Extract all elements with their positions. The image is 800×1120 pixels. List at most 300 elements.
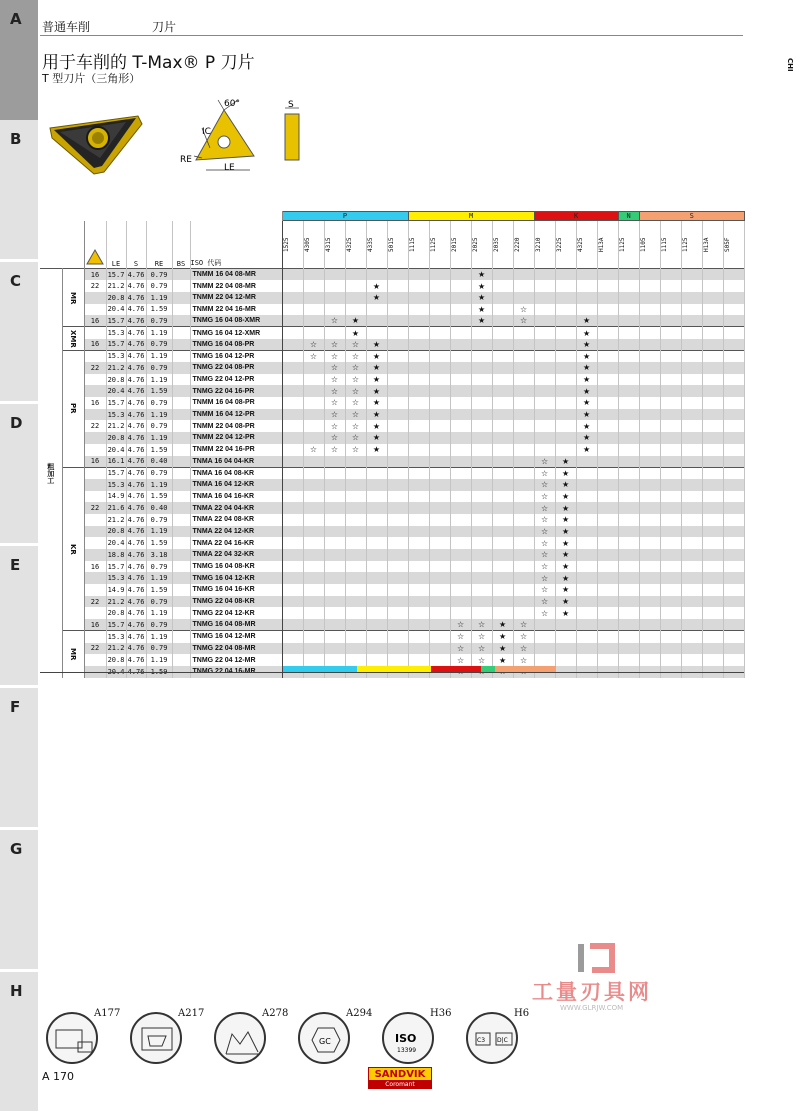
grade-cell [639, 631, 660, 643]
s-cell: 4.76 [127, 282, 145, 291]
re-cell: 0.79 [146, 362, 172, 374]
reference-page-label[interactable]: A217 [178, 1008, 205, 1019]
grade-cell: ☆ [471, 619, 492, 631]
grade-cell [429, 654, 450, 666]
grade-cell [639, 654, 660, 666]
tab-g[interactable] [0, 830, 38, 970]
tab-d[interactable] [0, 404, 38, 544]
grade-cell: ☆ [345, 339, 366, 351]
grade-cell [534, 280, 555, 292]
grade-header: 4315 [324, 237, 332, 253]
grade-cell [282, 514, 303, 526]
grade-cell [471, 444, 492, 456]
bs-cell [172, 456, 190, 468]
grade-cell [450, 432, 471, 444]
turning-operation-icon[interactable] [46, 1012, 98, 1064]
grade-cell: ☆ [345, 374, 366, 386]
grade-cell [450, 526, 471, 538]
le-cell: 15.7 [106, 467, 126, 479]
grade-cell [492, 432, 513, 444]
grade-cell [618, 292, 639, 304]
grade-cell: ☆ [534, 549, 555, 561]
grade-cell [639, 607, 660, 619]
grade-cell [387, 315, 408, 327]
bs-cell [172, 631, 190, 643]
re-cell: 0.79 [146, 596, 172, 608]
watermark-text: 工量刃具网 [532, 980, 652, 1004]
grade-cell [576, 456, 597, 468]
grade-cell [366, 631, 387, 643]
grade-cell [492, 280, 513, 292]
grade-cell [513, 572, 534, 584]
bs-cell [172, 643, 190, 655]
tab-f[interactable] [0, 688, 38, 828]
grade-cell [492, 269, 513, 281]
grade-cell: ★ [366, 444, 387, 456]
grade-cell [387, 607, 408, 619]
grade-header: 1125 [681, 237, 689, 253]
watermark-url: WWW.GLRJW.COM [560, 1004, 624, 1012]
grade-cell [303, 432, 324, 444]
table-row [40, 420, 744, 432]
tab-h[interactable] [0, 972, 38, 1112]
grade-cell [723, 444, 744, 456]
grade-cell [471, 561, 492, 573]
grade-cell [387, 350, 408, 362]
grade-cell [450, 537, 471, 549]
grade-cell [303, 269, 324, 281]
grade-cell [681, 654, 702, 666]
grade-cell [723, 572, 744, 584]
grade-cell [534, 339, 555, 351]
grade-cell [555, 444, 576, 456]
grade-cell: ★ [555, 491, 576, 503]
grade-cell [387, 327, 408, 339]
grade-cell [723, 432, 744, 444]
grade-cell [723, 292, 744, 304]
iso-code-cell: TNMM 16 04 12-PR [190, 409, 282, 421]
bs-cell [172, 491, 190, 503]
iso-code-cell: TNMA 22 04 04-KR [190, 502, 282, 514]
grade-cell [282, 327, 303, 339]
grade-cell [282, 479, 303, 491]
bs-cell [172, 514, 190, 526]
grade-cell [408, 397, 429, 409]
grade-cell [303, 456, 324, 468]
gc-grade-icon[interactable] [298, 1012, 350, 1064]
grade-cell [387, 362, 408, 374]
grade-cell [723, 467, 744, 479]
grade-cell [702, 549, 723, 561]
table-row [40, 432, 744, 444]
grade-cell [555, 304, 576, 316]
grade-cell [639, 350, 660, 362]
table-row [40, 549, 744, 561]
le-cell: 20.8 [107, 375, 125, 384]
grade-cell [723, 643, 744, 655]
ic-cell [84, 526, 106, 538]
re-cell: 3.18 [146, 549, 172, 561]
grade-cell [534, 385, 555, 397]
grade-cell [429, 549, 450, 561]
grade-cell [303, 584, 324, 596]
grade-cell [345, 292, 366, 304]
grade-cell [618, 327, 639, 339]
grade-cell [681, 409, 702, 421]
le-cell: 20.4 [107, 305, 125, 314]
grade-cell [618, 631, 639, 643]
grade-cell [282, 444, 303, 456]
grade-cell [450, 315, 471, 327]
re-cell: 0.79 [146, 514, 172, 526]
grade-cell [324, 467, 345, 479]
iso-code-cell: TNMG 16 04 12-PR [190, 350, 282, 362]
grade-cell [492, 350, 513, 362]
grade-cell [429, 607, 450, 619]
grade-cell [618, 491, 639, 503]
grade-cell: ☆ [345, 409, 366, 421]
grade-cell [429, 339, 450, 351]
grade-cell: ★ [366, 292, 387, 304]
grade-cell [303, 643, 324, 655]
page-number: A 170 [42, 1070, 75, 1083]
re-cell: 1.19 [146, 374, 172, 386]
grade-cell [681, 643, 702, 655]
grade-cell [345, 572, 366, 584]
grade-cell [702, 456, 723, 468]
re-cell: 1.19 [146, 409, 172, 421]
grade-cell [681, 561, 702, 573]
grade-cell [387, 584, 408, 596]
tab-e[interactable] [0, 546, 38, 686]
grade-cell [597, 572, 618, 584]
grade-cell [303, 292, 324, 304]
grade-cell [618, 409, 639, 421]
grade-cell [408, 385, 429, 397]
grade-cell: ★ [366, 432, 387, 444]
operation-label: 粗加工 [40, 269, 62, 678]
le-cell: 14.9 [107, 492, 125, 501]
grade-cell: ★ [576, 339, 597, 351]
bs-cell [172, 596, 190, 608]
grade-cell: ★ [366, 409, 387, 421]
tab-b[interactable] [0, 120, 38, 260]
grade-cell [429, 409, 450, 421]
grade-cell: ★ [345, 315, 366, 327]
grade-cell [597, 631, 618, 643]
ic-cell: 16 [84, 339, 106, 351]
grade-cell [408, 537, 429, 549]
re-cell: 1.59 [146, 584, 172, 596]
grade-cell [450, 409, 471, 421]
table-row [40, 643, 744, 655]
angle-label: 60° [224, 99, 240, 109]
grade-cell [681, 280, 702, 292]
grade-cell [429, 292, 450, 304]
grade-cell [282, 654, 303, 666]
insert-thickness-diagram [276, 98, 312, 168]
grade-cell [429, 385, 450, 397]
bs-cell [172, 327, 190, 339]
grade-cell: ☆ [471, 654, 492, 666]
grade-cell [366, 643, 387, 655]
grade-cell [345, 479, 366, 491]
grade-cell [408, 432, 429, 444]
grade-cell [597, 409, 618, 421]
le-cell: 20.8 [107, 609, 125, 618]
grade-cell [408, 607, 429, 619]
grade-cell [597, 420, 618, 432]
reference-page-label[interactable]: A177 [94, 1008, 121, 1019]
iso-code-cell: TNMG 16 04 08-KR [190, 561, 282, 573]
reference-page-label[interactable]: H36 [430, 1008, 452, 1019]
grade-cell [639, 514, 660, 526]
grade-cell [660, 397, 681, 409]
grade-cell: ☆ [471, 631, 492, 643]
bs-cell [172, 374, 190, 386]
grade-cell [282, 526, 303, 538]
grade-cell [639, 420, 660, 432]
grade-cell [324, 491, 345, 503]
grade-cell [429, 350, 450, 362]
grade-cell [429, 444, 450, 456]
grade-cell [681, 537, 702, 549]
grade-cell: ★ [471, 304, 492, 316]
grade-header: 2035 [492, 237, 500, 253]
grade-cell [681, 385, 702, 397]
grade-cell [492, 561, 513, 573]
grade-cell [576, 292, 597, 304]
reference-page-label[interactable]: A278 [262, 1008, 289, 1019]
grade-cell: ★ [555, 561, 576, 573]
iso-code-cell: TNMM 22 04 12-MR [190, 292, 282, 304]
grade-cell [387, 537, 408, 549]
grade-cell [702, 385, 723, 397]
grade-cell [366, 514, 387, 526]
bs-cell [172, 654, 190, 666]
grade-cell [681, 596, 702, 608]
grade-cell [660, 607, 681, 619]
ic-label: IC [202, 127, 211, 137]
iso-code-cell: TNMM 22 04 08-MR [190, 280, 282, 292]
grade-cell [513, 444, 534, 456]
tab-label: B [10, 130, 22, 148]
reference-page-label[interactable]: H6 [514, 1008, 530, 1019]
grade-cell [513, 537, 534, 549]
grade-cell [660, 619, 681, 631]
le-cell: 15.3 [106, 631, 126, 643]
grade-cell [534, 269, 555, 281]
grade-cell: ☆ [324, 350, 345, 362]
grade-cell [702, 654, 723, 666]
bs-cell [172, 292, 190, 304]
grade-cell [723, 584, 744, 596]
grade-cell [450, 280, 471, 292]
grade-cell [597, 269, 618, 281]
grade-cell [513, 397, 534, 409]
grade-cell [513, 350, 534, 362]
grade-cell [471, 362, 492, 374]
ic-cell: 22 [84, 643, 106, 655]
ic-cell: 16 [84, 269, 106, 281]
column-header-iso-code: ISO 代码 [190, 221, 282, 269]
ic-cell: 16 [84, 561, 106, 573]
re-cell: 1.19 [146, 526, 172, 538]
grade-cell [366, 537, 387, 549]
ic-cell [84, 350, 106, 362]
material-group-p: P [282, 212, 408, 221]
grade-cell [387, 549, 408, 561]
grade-cell [534, 409, 555, 421]
grade-cell [408, 596, 429, 608]
grade-cell [450, 420, 471, 432]
grade-cell [513, 456, 534, 468]
grade-cell [660, 269, 681, 281]
grade-cell [282, 304, 303, 316]
grade-cell [555, 350, 576, 362]
grade-cell [660, 409, 681, 421]
grade-cell [597, 479, 618, 491]
iso-13399-icon[interactable] [382, 1012, 434, 1064]
grade-cell [639, 409, 660, 421]
reference-page-label[interactable]: A294 [346, 1008, 373, 1019]
grade-cell [639, 362, 660, 374]
grade-cell [324, 292, 345, 304]
tab-c[interactable] [0, 262, 38, 402]
grade-cell [660, 514, 681, 526]
grade-cell [408, 420, 429, 432]
re-cell: 1.59 [146, 666, 172, 678]
grade-cell [639, 502, 660, 514]
grade-cell [324, 280, 345, 292]
grade-cell [702, 327, 723, 339]
grade-cell [492, 467, 513, 479]
grade-cell: ☆ [534, 561, 555, 573]
chipbreaker-group: KR [62, 467, 84, 631]
grade-cell [324, 561, 345, 573]
re-cell: 1.19 [146, 572, 172, 584]
grade-cell [534, 327, 555, 339]
grade-cell [660, 444, 681, 456]
iso-code-cell: TNMG 16 04 12-MR [190, 631, 282, 643]
grade-cell [471, 584, 492, 596]
ic-cell: 22 [84, 596, 106, 608]
grade-cell [576, 491, 597, 503]
grade-cell [429, 619, 450, 631]
svg-text:D|C: D|C [497, 1037, 508, 1044]
grade-cell [702, 537, 723, 549]
grade-cell [513, 491, 534, 503]
grade-cell: ★ [366, 350, 387, 362]
grade-cell [366, 479, 387, 491]
grade-cell: ☆ [513, 619, 534, 631]
sandvik-logo [368, 1067, 432, 1089]
grade-cell [702, 526, 723, 538]
tab-label: G [10, 840, 23, 858]
grade-cell: ☆ [450, 643, 471, 655]
c3-dc-coupling-icon[interactable] [466, 1012, 518, 1064]
grade-cell [450, 444, 471, 456]
table-row [40, 631, 744, 643]
grade-cell [513, 479, 534, 491]
grade-cell: ☆ [345, 385, 366, 397]
grade-cell [471, 327, 492, 339]
le-cell: 15.7 [106, 269, 126, 281]
grade-cell [702, 397, 723, 409]
grade-cell [429, 479, 450, 491]
grade-cell [282, 362, 303, 374]
grade-cell [408, 409, 429, 421]
tab-a[interactable] [0, 0, 38, 140]
grade-cell [408, 456, 429, 468]
s-cell: 4.76 [127, 433, 145, 442]
s-cell: 4.76 [127, 550, 145, 559]
grade-cell: ★ [471, 315, 492, 327]
grade-cell [681, 491, 702, 503]
iso-code-cell: TNMG 16 04 08-XMR [190, 315, 282, 327]
grade-header: 1105 [639, 237, 647, 253]
grade-cell [639, 596, 660, 608]
grade-cell [492, 491, 513, 503]
grade-cell [513, 269, 534, 281]
grade-cell [555, 420, 576, 432]
grade-cell [702, 467, 723, 479]
grade-cell [639, 444, 660, 456]
grade-cell: ☆ [345, 432, 366, 444]
grade-cell [387, 432, 408, 444]
section-label: 普通车削 [42, 20, 91, 34]
grade-cell [639, 526, 660, 538]
grade-cell [618, 619, 639, 631]
le-cell: 15.7 [106, 339, 126, 351]
grade-cell [387, 292, 408, 304]
grade-cell: ☆ [534, 467, 555, 479]
s-cell: 4.76 [127, 305, 145, 314]
grade-cell [450, 561, 471, 573]
grade-cell [618, 432, 639, 444]
grade-cell [492, 444, 513, 456]
table-row [40, 467, 744, 479]
grade-cell: ☆ [324, 385, 345, 397]
grade-cell [681, 456, 702, 468]
grade-cell [471, 385, 492, 397]
grade-cell [576, 502, 597, 514]
grade-cell [723, 561, 744, 573]
grade-cell [303, 385, 324, 397]
re-cell: 1.59 [146, 385, 172, 397]
cutting-data-graph-icon[interactable] [214, 1012, 266, 1064]
insert-clamping-icon[interactable] [130, 1012, 182, 1064]
grade-cell [471, 491, 492, 503]
s-cell: 4.76 [126, 631, 146, 643]
le-cell: 16.1 [106, 456, 126, 468]
grade-cell [282, 467, 303, 479]
table-row [40, 327, 744, 339]
grade-cell [576, 479, 597, 491]
table-row [40, 374, 744, 386]
grade-cell: ★ [555, 572, 576, 584]
grade-cell: ★ [576, 385, 597, 397]
grade-cell [576, 304, 597, 316]
table-bottom-rule [40, 672, 744, 673]
table-row [40, 502, 744, 514]
grade-cell [639, 315, 660, 327]
grade-cell [639, 584, 660, 596]
ic-cell [84, 537, 106, 549]
table-row [40, 619, 744, 631]
grade-cell [387, 280, 408, 292]
grade-cell [408, 280, 429, 292]
